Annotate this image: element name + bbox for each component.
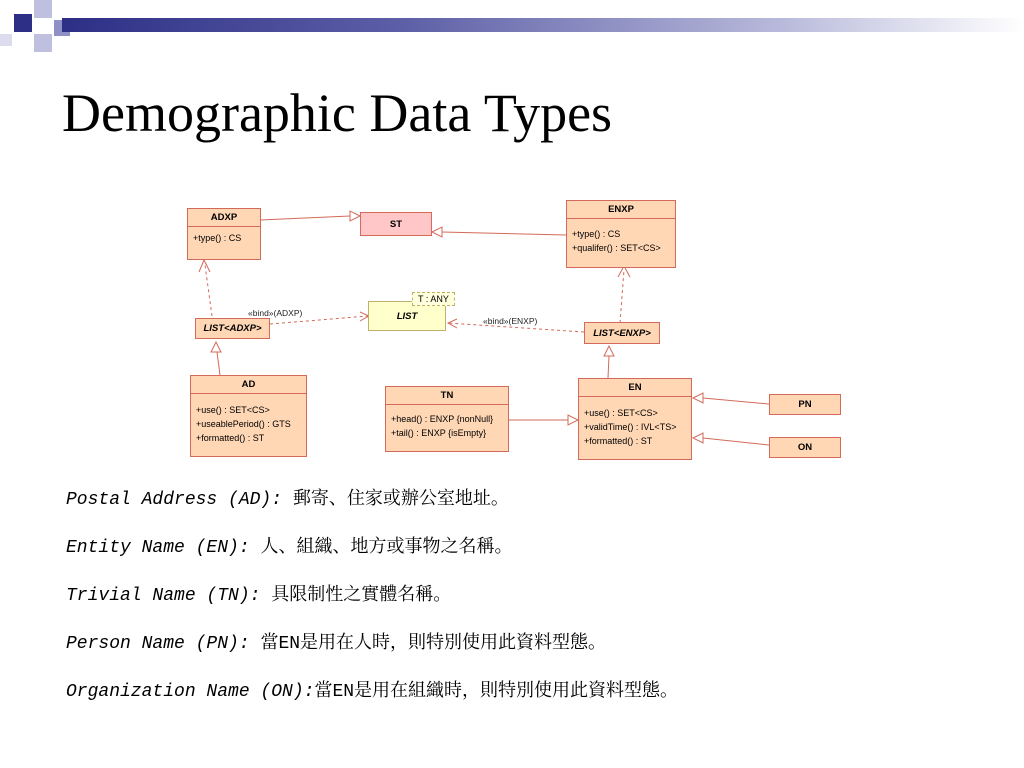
arrowhead-en-listenxp — [604, 346, 614, 356]
class-tn — [385, 386, 509, 452]
arrowhead-ad-listadxp — [211, 342, 221, 352]
class-pn — [769, 394, 841, 415]
definition-item — [66, 632, 966, 680]
class-tn-op: +tail() : ENXP {isEmpty} — [391, 428, 487, 438]
class-on — [769, 437, 841, 458]
class-adxp — [187, 208, 261, 260]
definition-text: 當EN是用在人時，則特別使用此資料型態。 — [249, 634, 607, 654]
arrowhead-enxp-st — [432, 227, 442, 237]
definition-text: 具限制性之實體名稱。 — [260, 586, 452, 606]
corner-square-light-2 — [34, 34, 52, 52]
class-en-op: +use() : SET<CS> — [584, 408, 658, 418]
arrowhead-listadxp-adxp — [199, 260, 210, 272]
class-list-enxp-name: LIST<ENXP> — [593, 327, 651, 339]
bind-adxp-label: «bind»(ADXP) — [248, 308, 303, 318]
title-decor-bar — [62, 18, 1024, 32]
arrowhead-adxp-st — [350, 211, 360, 221]
corner-square-light-1 — [34, 0, 52, 18]
class-adxp-op: +type() : CS — [193, 233, 242, 243]
class-ad-op: +use() : SET<CS> — [196, 405, 270, 415]
arrowhead-tn-en — [568, 415, 578, 425]
definition-item — [66, 536, 966, 584]
class-st-name: ST — [389, 218, 403, 230]
bind-enxp-label: «bind»(ENXP) — [483, 316, 538, 326]
class-en-op: +formatted() : ST — [584, 436, 653, 446]
class-en — [578, 378, 692, 460]
class-st — [360, 212, 432, 236]
class-ad-op: +useablePeriod() : GTS — [196, 419, 291, 429]
class-tn-name: TN — [386, 387, 508, 405]
class-list-adxp-name: LIST<ADXP> — [203, 323, 262, 334]
class-list-adxp — [195, 318, 270, 339]
class-on-name: ON — [797, 442, 813, 453]
class-list-name: LIST — [396, 310, 418, 322]
corner-square-small — [0, 34, 12, 46]
definition-item — [66, 680, 966, 728]
class-en-op: +validTime() : IVL<TS> — [584, 422, 677, 432]
class-ad-name: AD — [191, 376, 306, 394]
definition-text: 當EN是用在組織時，則特別使用此資料型態。 — [314, 682, 679, 702]
class-enxp-op: +qualifer() : SET<CS> — [572, 243, 661, 253]
class-enxp — [566, 200, 676, 268]
uml-diagram — [150, 180, 880, 480]
class-adxp-name: ADXP — [188, 209, 260, 227]
arrowhead-pn-en — [693, 393, 703, 403]
class-enxp-op: +type() : CS — [572, 229, 621, 239]
definition-item — [66, 584, 966, 632]
class-ad-op: +formatted() : ST — [196, 433, 265, 443]
class-en-name: EN — [579, 379, 691, 397]
class-pn-name: PN — [798, 399, 812, 410]
definition-item — [66, 488, 966, 536]
definition-text: 郵寄、住家或辦公室地址。 — [282, 490, 509, 510]
definition-term: Postal Address (AD): — [66, 490, 283, 510]
definition-term: Trivial Name (TN): — [66, 586, 261, 606]
definition-term: Person Name (PN): — [66, 634, 250, 654]
class-list-type-param: T : ANY — [412, 292, 455, 306]
slide-title: Demographic Data Types — [62, 83, 613, 143]
class-enxp-name: ENXP — [567, 201, 675, 219]
class-tn-op: +head() : ENXP {nonNull} — [391, 414, 494, 424]
arrowhead-on-en — [693, 433, 703, 443]
definition-term: Entity Name (EN): — [66, 538, 250, 558]
definition-text: 人、組織、地方或事物之名稱。 — [249, 538, 513, 558]
definition-term: Organization Name (ON): — [66, 682, 315, 702]
class-list-enxp — [584, 322, 660, 344]
corner-square-dark — [14, 14, 32, 32]
class-ad — [190, 375, 307, 457]
definition-list — [66, 488, 966, 728]
